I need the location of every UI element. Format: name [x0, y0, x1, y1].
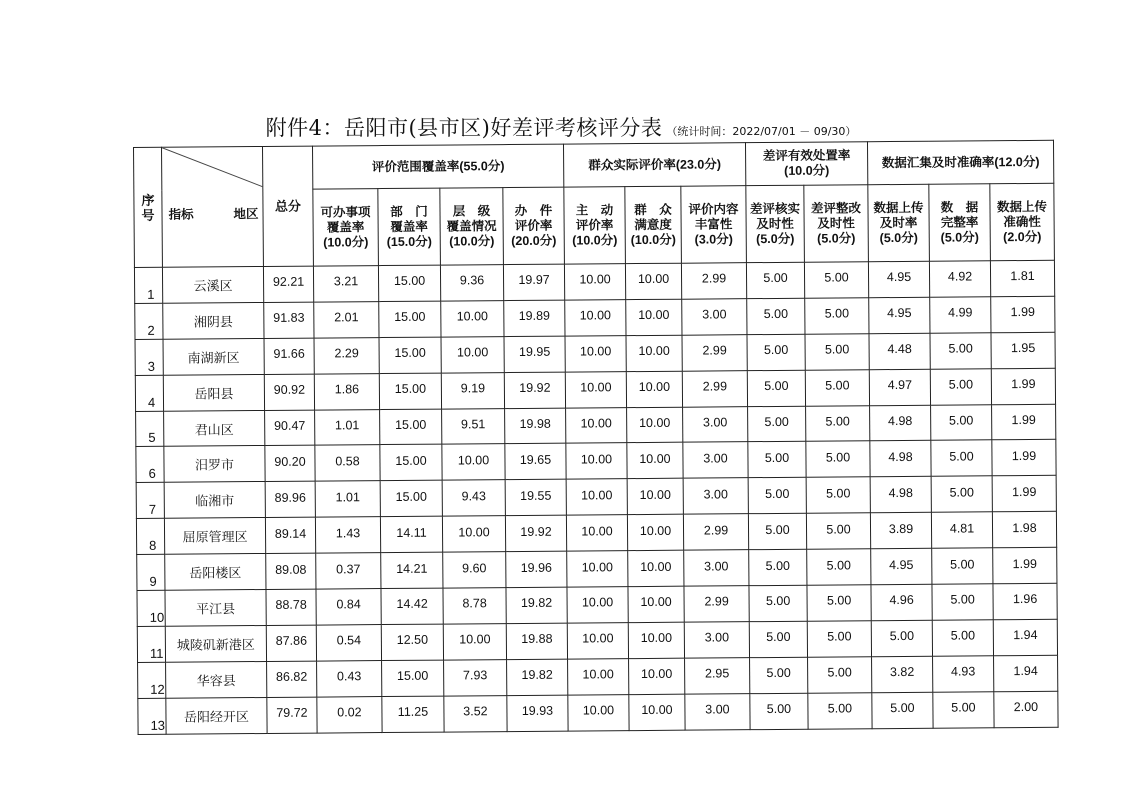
row-value-4: 19.92 — [504, 372, 565, 408]
row-value-10: 3.82 — [872, 656, 933, 692]
group-negative-review-line1: 差评有效处置率 — [762, 148, 851, 164]
row-value-12: 1.95 — [991, 332, 1055, 368]
row-value-11: 5.00 — [931, 404, 992, 440]
row-value-6: 10.00 — [626, 335, 682, 371]
row-region: 云溪区 — [162, 266, 263, 303]
row-value-6: 10.00 — [627, 443, 683, 479]
row-value-10: 4.96 — [871, 584, 932, 620]
sub-header-6-l2: 满意度 — [634, 217, 672, 232]
sub-header-8-l3: (5.0分) — [756, 231, 795, 246]
row-value-8: 5.00 — [747, 370, 805, 406]
row-value-7: 2.99 — [681, 263, 746, 299]
row-seq: 9 — [137, 554, 165, 590]
row-value-5: 10.00 — [567, 623, 628, 659]
row-value-7: 3.00 — [685, 693, 750, 729]
sub-header-12 — [990, 183, 1055, 261]
row-value-4: 19.95 — [504, 336, 565, 372]
table-row — [138, 691, 1058, 734]
row-total: 88.78 — [266, 589, 316, 625]
row-region: 南湖新区 — [163, 338, 264, 375]
sub-header-8-l2: 及时性 — [756, 216, 794, 231]
row-value-5: 10.00 — [568, 658, 629, 694]
sub-header-10-l1: 数据上传 — [873, 200, 924, 215]
row-value-7: 3.00 — [684, 550, 749, 586]
row-value-7: 3.00 — [682, 299, 747, 335]
row-value-6: 10.00 — [629, 658, 685, 694]
sub-header-10 — [868, 184, 930, 261]
row-value-11: 5.00 — [931, 476, 992, 512]
row-value-5: 10.00 — [566, 515, 627, 551]
region-label: 地区 — [233, 207, 259, 222]
header-group-row — [134, 140, 1054, 190]
sub-header-2-l1: 部 门 — [390, 204, 428, 219]
sub-header-6-l1: 群 众 — [634, 202, 672, 217]
row-total: 90.92 — [264, 374, 314, 410]
group-negative-review-line2: (10.0分) — [784, 163, 830, 178]
row-region: 临湘市 — [164, 482, 265, 519]
sub-header-12-l3: (2.0分) — [1003, 229, 1042, 244]
sub-header-9-l2: 及时性 — [817, 215, 855, 231]
row-value-8: 5.00 — [747, 298, 805, 334]
row-value-11: 5.00 — [932, 584, 993, 620]
row-value-9: 5.00 — [806, 477, 870, 513]
row-value-5: 10.00 — [568, 694, 629, 730]
row-value-4: 19.89 — [504, 300, 565, 336]
row-value-11: 5.00 — [931, 440, 992, 476]
document-title — [0, 112, 1122, 142]
row-value-5: 10.00 — [566, 443, 627, 479]
sub-header-1-l3: (10.0分) — [323, 234, 369, 250]
sub-header-2-l2: 覆盖率 — [390, 219, 428, 234]
sub-header-4-l3: (20.0分) — [511, 233, 557, 248]
group-negative-review-header — [745, 142, 867, 186]
row-value-2: 14.11 — [380, 516, 442, 552]
row-value-5: 10.00 — [564, 264, 625, 300]
row-region: 屈原管理区 — [164, 518, 265, 555]
sub-header-7-l2: 丰富性 — [694, 216, 733, 232]
sub-header-2-l3: (15.0分) — [386, 234, 432, 249]
row-seq: 13 — [138, 698, 166, 734]
sub-header-11-l2: 完整率 — [940, 214, 979, 230]
row-value-12: 1.94 — [994, 655, 1058, 691]
row-value-7: 2.99 — [682, 334, 747, 370]
row-region: 岳阳县 — [163, 374, 264, 411]
row-value-3: 10.00 — [442, 444, 505, 480]
row-value-6: 10.00 — [626, 371, 682, 407]
row-value-11: 5.00 — [930, 333, 991, 369]
score-table-container — [133, 140, 1059, 735]
row-total: 90.47 — [265, 410, 315, 446]
row-value-3: 8.78 — [443, 588, 506, 624]
row-region: 汨罗市 — [164, 446, 265, 483]
row-region: 岳阳楼区 — [165, 554, 266, 591]
row-value-10: 3.89 — [870, 512, 931, 548]
sub-header-7 — [681, 186, 747, 264]
row-value-4: 19.93 — [507, 695, 568, 731]
row-value-8: 5.00 — [749, 621, 807, 657]
row-value-4: 19.82 — [507, 659, 568, 695]
group-data-collection-header: 数据汇集及时准确率(12.0分) — [867, 140, 1053, 184]
sub-header-10-l3: (5.0分) — [879, 230, 918, 245]
row-value-2: 15.00 — [379, 301, 441, 337]
sub-header-5 — [564, 187, 626, 264]
row-value-7: 2.99 — [683, 514, 748, 550]
row-value-10: 4.98 — [870, 477, 931, 513]
row-value-3: 10.00 — [443, 623, 506, 659]
sub-header-4-l2: 评价率 — [514, 218, 553, 233]
row-value-11: 5.00 — [932, 548, 993, 584]
row-value-1: 0.58 — [315, 445, 380, 481]
group-coverage-header: 评价范围覆盖率(55.0分) — [312, 144, 563, 189]
row-value-9: 5.00 — [807, 585, 871, 621]
table-body — [134, 260, 1058, 734]
sub-header-5-l2: 评价率 — [575, 217, 614, 233]
row-value-3: 3.52 — [444, 695, 507, 731]
row-value-8: 5.00 — [748, 478, 806, 514]
row-total: 89.96 — [265, 481, 315, 517]
row-value-2: 15.00 — [382, 660, 444, 696]
row-value-11: 4.93 — [933, 656, 994, 692]
sub-header-7-l1: 评价内容 — [688, 201, 739, 217]
row-value-3: 7.93 — [444, 659, 507, 695]
row-value-3: 10.00 — [442, 516, 505, 552]
row-value-12: 1.98 — [992, 511, 1056, 547]
row-value-4: 19.88 — [506, 623, 567, 659]
row-value-9: 5.00 — [805, 334, 869, 370]
row-value-1: 1.43 — [315, 517, 380, 553]
row-seq: 6 — [136, 447, 164, 483]
sub-header-3 — [440, 188, 504, 265]
row-region: 君山区 — [164, 410, 265, 447]
row-total: 87.86 — [266, 625, 316, 661]
row-value-1: 2.01 — [314, 301, 379, 337]
row-region: 平江县 — [165, 589, 266, 626]
sub-header-11 — [929, 184, 991, 261]
score-table — [133, 140, 1059, 735]
row-value-1: 1.01 — [315, 481, 380, 517]
row-region: 岳阳经开区 — [166, 697, 267, 734]
row-total: 91.66 — [264, 338, 314, 374]
row-value-2: 14.42 — [381, 588, 443, 624]
row-value-6: 10.00 — [627, 407, 683, 443]
total-header: 总分 — [262, 146, 313, 266]
row-value-12: 1.99 — [992, 440, 1056, 476]
row-value-5: 10.00 — [567, 551, 628, 587]
row-value-10: 5.00 — [871, 620, 932, 656]
row-value-4: 19.82 — [506, 587, 567, 623]
sub-header-11-l3: (5.0分) — [940, 229, 979, 245]
row-value-2: 15.00 — [379, 373, 441, 409]
title-main: 附件4：岳阳市(县市区)好差评考核评分表 — [265, 116, 663, 140]
row-value-6: 10.00 — [629, 694, 685, 730]
sub-header-10-l2: 及时率 — [879, 215, 918, 230]
row-value-3: 9.51 — [442, 408, 505, 444]
row-value-7: 2.99 — [684, 586, 749, 622]
row-value-1: 1.86 — [314, 373, 379, 409]
sub-header-1-l2: 覆盖率 — [326, 219, 365, 234]
row-total: 92.21 — [263, 266, 313, 302]
sub-header-12-l1: 数据上传 — [996, 199, 1048, 214]
row-value-1: 0.84 — [316, 589, 381, 625]
row-value-5: 10.00 — [565, 371, 626, 407]
sub-header-6 — [625, 186, 682, 263]
row-value-10: 4.97 — [869, 369, 930, 405]
row-region: 城陵矶新港区 — [165, 625, 266, 662]
row-value-8: 5.00 — [750, 693, 808, 729]
row-value-8: 5.00 — [747, 334, 805, 370]
sub-header-1-l1: 可办事项 — [320, 204, 371, 220]
row-value-12: 1.99 — [991, 368, 1055, 404]
row-value-9: 5.00 — [806, 441, 870, 477]
sub-header-5-l1: 主 动 — [575, 202, 614, 218]
sub-header-4 — [503, 187, 565, 264]
row-value-8: 5.00 — [749, 585, 807, 621]
sub-header-9 — [804, 185, 869, 263]
row-value-4: 19.65 — [505, 444, 566, 480]
row-value-8: 5.00 — [749, 549, 807, 585]
row-seq: 11 — [137, 626, 165, 662]
row-total: 89.14 — [265, 517, 315, 553]
row-value-3: 9.60 — [443, 552, 506, 588]
row-value-1: 0.54 — [316, 624, 381, 660]
row-value-9: 5.00 — [808, 692, 872, 728]
row-value-3: 9.43 — [442, 480, 505, 516]
row-value-11: 5.00 — [932, 620, 993, 656]
row-value-9: 5.00 — [808, 657, 872, 693]
sub-header-2 — [378, 188, 441, 265]
row-value-2: 15.00 — [378, 265, 440, 301]
row-value-9: 5.00 — [805, 298, 869, 334]
row-value-10: 4.95 — [869, 297, 930, 333]
row-region: 湘阴县 — [163, 302, 264, 339]
row-value-10: 4.98 — [870, 405, 931, 441]
sub-header-12-l2: 准确性 — [1003, 214, 1041, 229]
row-value-10: 4.98 — [870, 441, 931, 477]
row-total: 79.72 — [267, 697, 317, 733]
indicator-label: 指标 — [168, 207, 194, 222]
seq-header — [134, 147, 163, 267]
row-value-3: 9.19 — [441, 372, 504, 408]
row-total: 91.83 — [264, 302, 314, 338]
row-value-2: 11.25 — [382, 696, 444, 732]
row-seq: 3 — [135, 339, 163, 375]
row-value-12: 1.99 — [991, 296, 1055, 332]
row-value-9: 5.00 — [806, 513, 870, 549]
row-value-9: 5.00 — [807, 621, 871, 657]
row-value-1: 0.43 — [317, 660, 382, 696]
row-value-6: 10.00 — [627, 514, 683, 550]
sub-header-3-l1: 层 级 — [452, 203, 491, 218]
row-value-11: 4.99 — [930, 297, 991, 333]
row-value-12: 1.96 — [993, 583, 1057, 619]
row-value-2: 15.00 — [380, 409, 442, 445]
sub-header-9-l3: (5.0分) — [817, 230, 856, 246]
row-value-11: 5.00 — [933, 691, 994, 727]
row-region: 华容县 — [166, 661, 267, 698]
row-value-6: 10.00 — [628, 622, 684, 658]
row-seq: 10 — [137, 590, 165, 626]
row-value-7: 3.00 — [683, 406, 748, 442]
row-seq: 7 — [136, 483, 164, 519]
sub-header-3-l2: 覆盖情况 — [446, 218, 497, 234]
row-value-9: 5.00 — [807, 549, 871, 585]
row-value-7: 3.00 — [683, 478, 748, 514]
row-seq: 2 — [135, 303, 163, 339]
row-value-6: 10.00 — [628, 586, 684, 622]
row-value-10: 5.00 — [872, 692, 933, 728]
row-value-5: 10.00 — [565, 335, 626, 371]
table-header — [134, 140, 1055, 267]
sub-header-5-l3: (10.0分) — [572, 232, 618, 248]
row-value-4: 19.55 — [505, 479, 566, 515]
row-total: 90.20 — [265, 446, 315, 482]
row-value-9: 5.00 — [806, 405, 870, 441]
row-value-2: 12.50 — [381, 624, 443, 660]
row-value-10: 4.95 — [868, 261, 929, 297]
row-value-12: 2.00 — [994, 691, 1058, 727]
row-value-7: 2.95 — [685, 657, 750, 693]
row-value-5: 10.00 — [567, 587, 628, 623]
row-value-12: 1.81 — [990, 260, 1054, 296]
diagonal-header-cell — [162, 146, 264, 267]
row-value-1: 0.37 — [316, 553, 381, 589]
row-value-9: 5.00 — [805, 369, 869, 405]
sub-header-1 — [313, 189, 379, 267]
row-seq: 1 — [134, 267, 162, 303]
sub-header-8-l1: 差评核实 — [749, 201, 801, 216]
row-value-1: 2.29 — [314, 337, 379, 373]
row-value-3: 10.00 — [441, 336, 504, 372]
row-value-1: 1.01 — [315, 409, 380, 445]
row-value-5: 10.00 — [565, 300, 626, 336]
row-value-12: 1.94 — [993, 619, 1057, 655]
row-value-5: 10.00 — [566, 479, 627, 515]
sub-header-6-l3: (10.0分) — [630, 232, 676, 247]
row-value-2: 15.00 — [380, 480, 442, 516]
row-value-2: 15.00 — [380, 445, 442, 481]
row-value-7: 3.00 — [683, 442, 748, 478]
row-value-9: 5.00 — [804, 262, 868, 298]
row-value-6: 10.00 — [628, 550, 684, 586]
row-value-12: 1.99 — [992, 476, 1056, 512]
row-value-4: 19.98 — [505, 408, 566, 444]
row-seq: 5 — [136, 411, 164, 447]
row-total: 86.82 — [267, 661, 317, 697]
row-value-2: 15.00 — [379, 337, 441, 373]
row-value-1: 0.02 — [317, 696, 382, 732]
row-value-8: 5.00 — [750, 657, 808, 693]
sub-header-9-l1: 差评整改 — [810, 200, 862, 216]
row-value-8: 5.00 — [748, 406, 806, 442]
row-value-8: 5.00 — [748, 442, 806, 478]
row-value-10: 4.48 — [869, 333, 930, 369]
row-value-2: 14.21 — [381, 552, 443, 588]
row-value-4: 19.92 — [505, 515, 566, 551]
sub-header-8 — [746, 185, 805, 262]
row-seq: 4 — [135, 375, 163, 411]
row-value-11: 4.81 — [931, 512, 992, 548]
seq-header-label: 序号 — [141, 192, 155, 223]
row-value-4: 19.97 — [503, 264, 564, 300]
row-value-10: 4.95 — [871, 548, 932, 584]
row-value-4: 19.96 — [506, 551, 567, 587]
row-seq: 8 — [136, 518, 164, 554]
row-value-6: 10.00 — [627, 479, 683, 515]
row-value-3: 10.00 — [441, 300, 504, 336]
row-value-7: 2.99 — [682, 370, 747, 406]
group-evaluation-header: 群众实际评价率(23.0分) — [563, 143, 745, 187]
row-value-11: 5.00 — [930, 368, 991, 404]
stat-period: （统计时间：2022/07/01 － 09/30） — [666, 125, 857, 138]
row-value-3: 9.36 — [440, 265, 503, 301]
row-value-12: 1.99 — [993, 547, 1057, 583]
sub-header-3-l3: (10.0分) — [449, 233, 495, 249]
row-value-11: 4.92 — [929, 261, 990, 297]
row-seq: 12 — [138, 662, 166, 698]
row-value-1: 3.21 — [313, 266, 378, 302]
row-value-12: 1.99 — [992, 404, 1056, 440]
row-value-6: 10.00 — [625, 263, 681, 299]
sub-header-11-l1: 数 据 — [940, 199, 979, 215]
sub-header-4-l1: 办 件 — [514, 203, 553, 218]
row-total: 89.08 — [266, 553, 316, 589]
row-value-6: 10.00 — [626, 299, 682, 335]
row-value-8: 5.00 — [746, 262, 804, 298]
sub-header-7-l3: (3.0分) — [694, 231, 733, 247]
row-value-8: 5.00 — [748, 513, 806, 549]
row-value-7: 3.00 — [684, 622, 749, 658]
row-value-5: 10.00 — [566, 407, 627, 443]
